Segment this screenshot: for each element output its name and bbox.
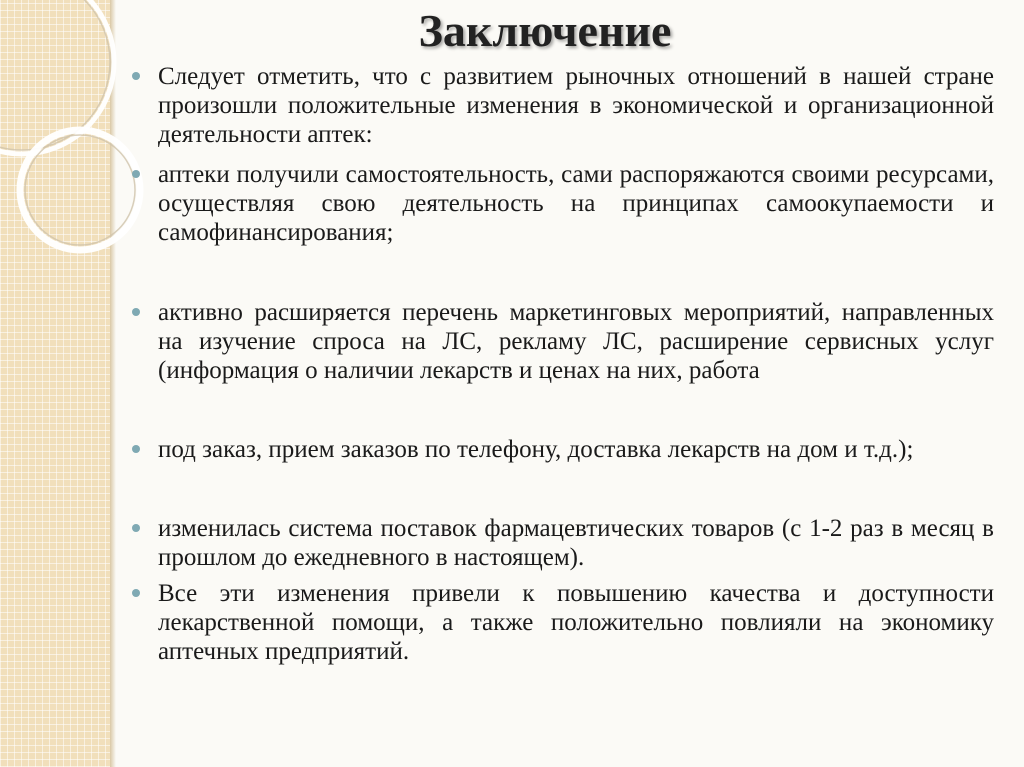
slide-title: Заключение bbox=[418, 5, 672, 56]
bullet-dot-icon bbox=[132, 445, 140, 453]
bullet-dot-icon bbox=[132, 308, 140, 316]
bullet-dot-icon bbox=[132, 524, 140, 532]
bullet-text: Следует отметить, что с развитием рыночных отношений в нашей стране произошли положительные изменения в экономической и организационной деятельности аптек: bbox=[158, 63, 994, 148]
bullet-text: изменилась система поставок фармацевтических товаров (с 1-2 раз в месяц в прошлом до ежедневного в настоящем). bbox=[158, 515, 994, 571]
bullet-text: под заказ, прием заказов по телефону, доставка лекарств на дом и т.д.); bbox=[158, 436, 914, 463]
bullet-dot-icon bbox=[132, 170, 140, 178]
bullet-text: аптеки получили самостоятельность, сами распоряжаются своими ресурсами, осуществляя свою деятельность на принципах самоокупаемости и самофинансирования; bbox=[158, 161, 994, 246]
list-item bbox=[126, 579, 994, 666]
bullet-list bbox=[126, 62, 994, 666]
list-item bbox=[126, 435, 994, 464]
bullet-dot-icon bbox=[132, 72, 140, 80]
list-item bbox=[126, 62, 994, 149]
list-item bbox=[126, 298, 994, 385]
bullet-dot-icon bbox=[132, 589, 140, 597]
list-item bbox=[126, 160, 994, 247]
bullet-text: Все эти изменения привели к повышению качества и доступности лекарственной помощи, а также положительно повлияли на экономику аптечных предприятий. bbox=[158, 580, 994, 665]
bullet-text: активно расширяется перечень маркетинговых мероприятий, направленных на изучение спроса на ЛС, рекламу ЛС, расширение сервисных услуг (информация о наличии лекарств и ценах на них, работа bbox=[158, 299, 994, 384]
list-item bbox=[126, 514, 994, 572]
